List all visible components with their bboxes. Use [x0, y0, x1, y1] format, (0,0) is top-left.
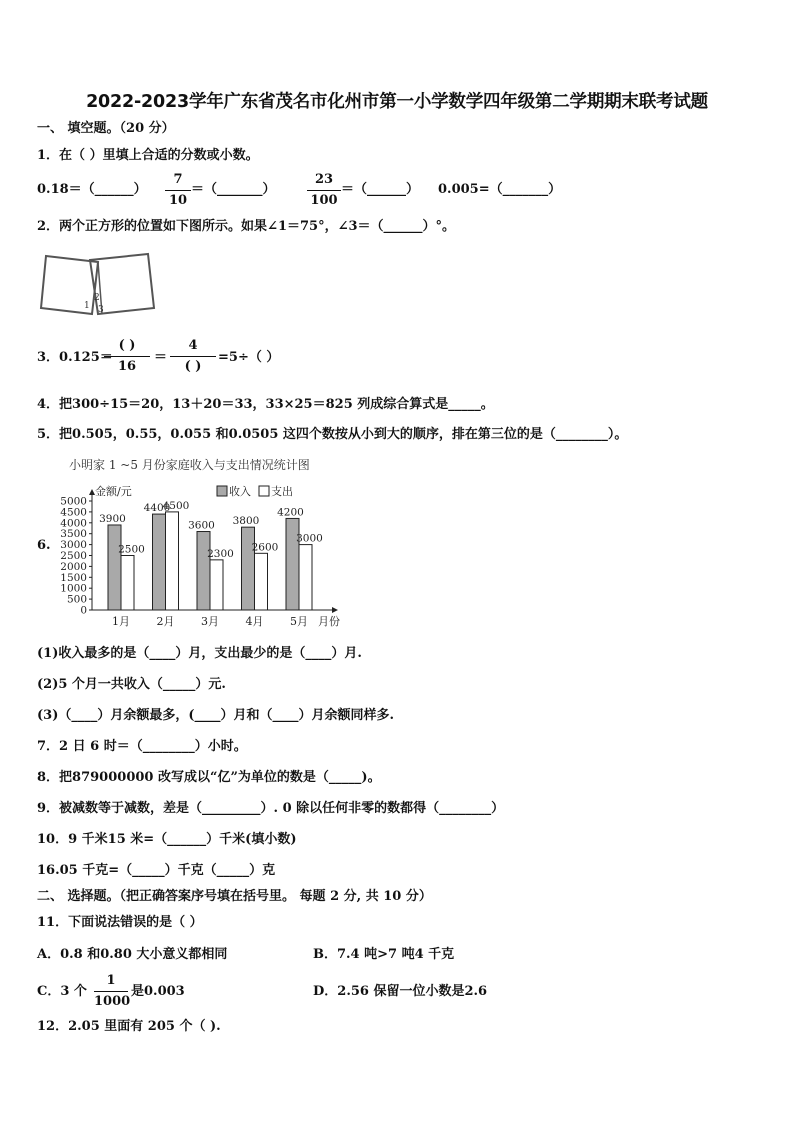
income-value-label: 4200 — [277, 506, 304, 519]
q4-text: 4．把300÷15＝20，13＋20＝33，33×25＝825 列成综合算式是_____。 — [37, 397, 494, 412]
q3-tail: =5÷（ ） — [218, 350, 280, 365]
q11-option-a: A．0.8 和0.80 大小意义都相同 — [37, 947, 228, 962]
two-squares-figure — [38, 250, 160, 320]
x-category-label: 5月 — [290, 615, 308, 628]
legend-expense-swatch — [259, 486, 269, 496]
q7-text: 7．2 日 6 时＝（________）小时。 — [37, 739, 247, 754]
expense-value-label: 2500 — [118, 543, 145, 556]
q1-c-answer: ＝（______） — [341, 182, 420, 197]
y-tick-label: 3000 — [60, 539, 87, 552]
q11-option-c-tail: 是0.003 — [131, 984, 185, 999]
q3-equals: ＝ — [154, 350, 168, 365]
angle-1-label: 1 — [84, 301, 90, 311]
q3-f1-numerator: ( ) — [118, 338, 136, 353]
chart-ylabel: 金额/元 — [95, 485, 132, 498]
q3-lead: 3．0.125＝ — [37, 350, 113, 365]
q9-text: 9．被减数等于减数，差是（_________）. 0 除以任何非零的数都得（________） — [37, 801, 505, 816]
q3-f2-denominator: ( ) — [184, 359, 202, 374]
q3-f1-denominator: 16 — [117, 359, 137, 374]
q8-text: 8．把879000000 改写成以“亿”为单位的数是（_____)。 — [37, 770, 381, 785]
x-category-label: 3月 — [201, 615, 219, 628]
income-value-label: 4400 — [143, 502, 171, 515]
y-tick-label: 5000 — [60, 495, 87, 508]
q1-b-denominator: 10 — [168, 193, 188, 208]
income-bar — [197, 532, 210, 610]
income-value-label: 3900 — [99, 512, 126, 525]
q1-c-denominator: 100 — [310, 193, 338, 208]
fraction-bar — [170, 356, 216, 357]
fraction-bar — [94, 991, 128, 992]
q1-stem: 1．在（ ）里填上合适的分数或小数。 — [37, 148, 259, 163]
y-tick-label: 4500 — [60, 506, 87, 519]
expense-bar — [166, 512, 179, 610]
q10-line1: 10．9 千米15 米=（______）千米(填小数) — [37, 832, 297, 847]
expense-bar — [299, 545, 312, 610]
q3-fraction-1 — [104, 338, 150, 375]
q11-option-d: D．2.56 保留一位小数是2.6 — [313, 984, 488, 999]
y-tick-label: 4000 — [60, 517, 87, 530]
income-value-label: 3600 — [188, 519, 215, 532]
q11-option-b: B．7.4 吨>7 吨4 千克 — [313, 947, 455, 962]
expense-value-label: 4500 — [162, 499, 190, 512]
q2-text: 2．两个正方形的位置如下图所示。如果∠1＝75°，∠3＝（______）°。 — [37, 219, 456, 234]
q1-d: 0.005=（_______） — [438, 182, 562, 197]
page-title: 2022-2023学年广东省茂名市化州市第一小学数学四年级第二学期期末联考试题 — [86, 92, 708, 112]
q1-a: 0.18＝（______） — [37, 182, 147, 197]
x-category-label: 1月 — [112, 615, 130, 628]
expense-bar — [210, 560, 223, 610]
section2-heading: 二、 选择题。（把正确答案序号填在括号里。 每题 2 分, 共 10 分） — [37, 889, 432, 904]
q1-c-fraction — [307, 172, 341, 209]
angle-2-label: 2 — [94, 293, 100, 303]
x-category-label: 4月 — [245, 615, 264, 628]
y-tick-label: 3500 — [60, 528, 87, 541]
q1-b-fraction — [165, 172, 191, 209]
q1-b-answer: ＝（_______） — [191, 182, 276, 197]
y-tick-label: 500 — [66, 593, 87, 606]
y-tick-label: 0 — [80, 604, 87, 617]
q12-text: 12．2.05 里面有 205 个（ ). — [37, 1019, 221, 1034]
expense-bar — [121, 556, 134, 611]
fraction-bar — [104, 356, 150, 357]
q6-sub-2: (2)5 个月一共收入（_____）元. — [37, 677, 226, 692]
income-expense-bar-chart — [55, 455, 355, 633]
fraction-bar — [165, 190, 191, 191]
q3-f2-numerator: 4 — [188, 338, 198, 353]
expense-value-label: 2600 — [251, 541, 279, 554]
q11-stem: 11．下面说法错误的是（ ） — [37, 915, 203, 930]
income-bar — [242, 527, 255, 610]
chart-title: 小明家 1 ~5 月份家庭收入与支出情况统计图 — [69, 458, 310, 472]
y-tick-label: 2000 — [60, 560, 87, 573]
section1-heading: 一、 填空题。（20 分） — [37, 121, 175, 136]
q1-c-numerator: 23 — [314, 172, 334, 187]
legend-income-swatch — [217, 486, 227, 496]
income-bar — [108, 525, 121, 610]
fraction-bar — [307, 190, 341, 191]
q6-number: 6. — [37, 538, 51, 553]
income-value-label: 3800 — [232, 515, 260, 528]
q11-option-c-lead: C．3 个 — [37, 984, 87, 999]
expense-value-label: 2300 — [207, 547, 234, 560]
q1-b-numerator: 7 — [173, 172, 183, 187]
q10-line2: 16.05 千克=（_____）千克（_____）克 — [37, 863, 276, 878]
q6-sub-1: (1)收入最多的是（____）月，支出最少的是（____）月. — [37, 646, 362, 661]
q11-c-denominator: 1000 — [94, 994, 131, 1009]
expense-bar — [255, 553, 268, 610]
x-axis-arrow — [332, 607, 338, 613]
angle-3-label: 3 — [98, 305, 104, 315]
q5-text: 5．把0.505，0.55，0.055 和0.0505 这四个数按从小到大的顺序，排在第三位的是（________）。 — [37, 427, 628, 442]
expense-value-label: 3000 — [296, 532, 323, 545]
y-tick-label: 1000 — [60, 582, 87, 595]
chart-xlabel: 月份 — [318, 615, 340, 628]
income-bar — [153, 514, 166, 610]
y-tick-label: 2500 — [60, 550, 87, 562]
legend-expense-label: 支出 — [271, 485, 293, 498]
q11-option-c-fraction — [94, 973, 131, 1010]
legend-income-label: 收入 — [229, 485, 251, 498]
y-tick-label: 1500 — [60, 571, 87, 584]
q11-c-numerator: 1 — [106, 973, 116, 988]
q3-fraction-2 — [170, 338, 216, 375]
x-category-label: 2月 — [156, 615, 175, 628]
q6-sub-3: (3)（____）月余额最多，(____）月和（____）月余额同样多. — [37, 708, 395, 723]
